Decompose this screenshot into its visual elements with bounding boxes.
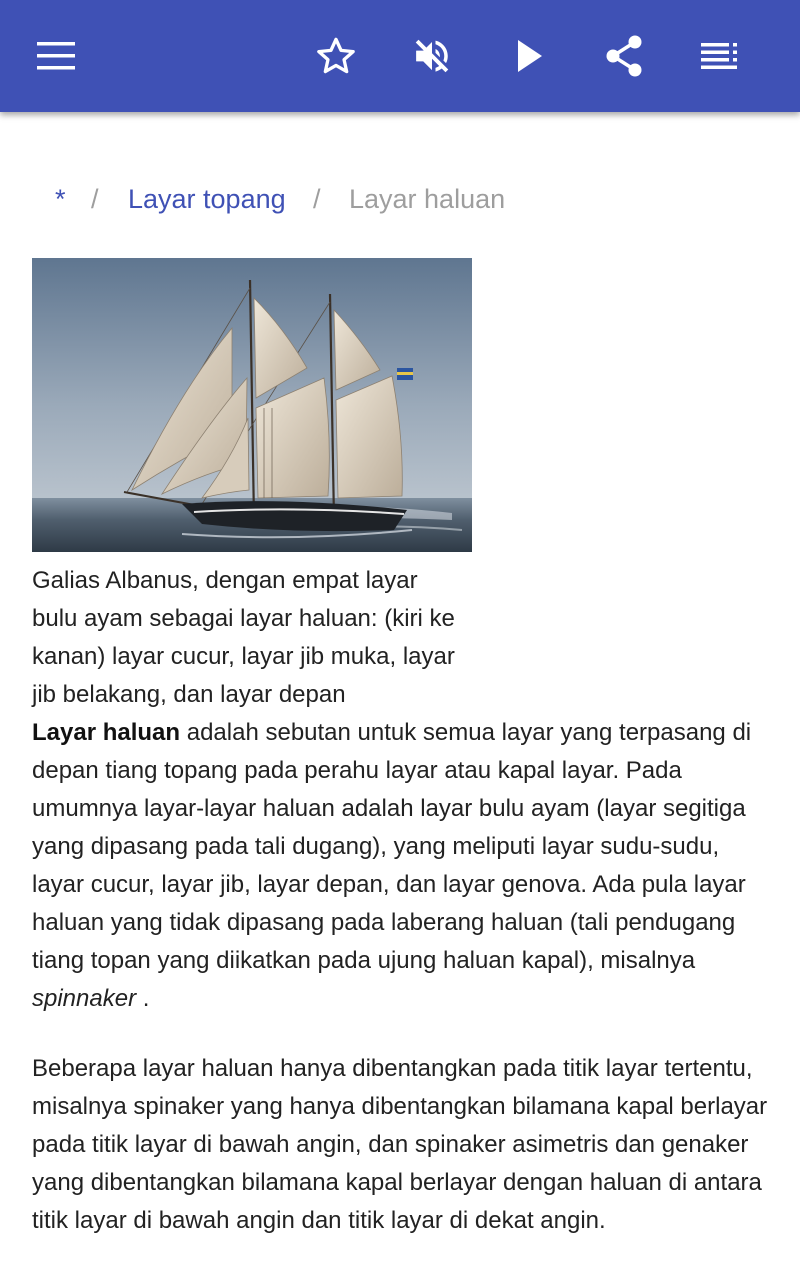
share-button[interactable]	[599, 31, 649, 81]
breadcrumb-parent[interactable]: Layar topang	[128, 184, 286, 214]
mute-button[interactable]	[407, 31, 457, 81]
figure-caption: Galias Albanus, dengan empat layar bulu ayam sebagai layar haluan: (kiri ke kanan) layar cucur, layar jib muka, layar jib belakang, dan layar depan	[32, 567, 455, 708]
contents-button[interactable]	[695, 31, 745, 81]
menu-button[interactable]	[31, 31, 81, 81]
ship-photo[interactable]	[32, 258, 472, 552]
term-italic: spinnaker	[32, 985, 137, 1012]
paragraph-end: .	[136, 985, 150, 1012]
star-outline-icon	[315, 35, 357, 77]
share-icon	[604, 35, 644, 77]
bookmark-button[interactable]	[311, 31, 361, 81]
breadcrumb-home[interactable]: *	[55, 184, 66, 214]
play-icon	[516, 40, 544, 72]
paragraph-text: adalah sebutan untuk semua layar yang terpasang di depan tiang topang pada perahu layar atau kapal layar. Pada umumnya layar-layar haluan adalah layar bulu ayam (layar segitiga yang dipasang pada tali dugang), yang meliputi layar sudu-sudu, layar cucur, layar jib, layar depan, dan layar genova. Ada pula layar haluan yang tidak dipasang pada laberang haluan (tali pendugang tiang topan yang diikatkan pada ujung haluan kapal), misalnya	[32, 719, 752, 974]
breadcrumb-separator: /	[313, 184, 321, 214]
breadcrumb-separator: /	[91, 184, 99, 214]
article-paragraph-2: Beberapa layar haluan hanya dibentangkan pada titik layar tertentu, misalnya spinaker yang hanya dibentangkan bilamana kapal berlayar pada titik layar di bawah angin, dan spinaker asimetris dan genaker yang dibentangkan bilamana kapal berlayar dengan haluan di antara titik layar di bawah angin dan titik layar di dekat angin.	[32, 1055, 768, 1234]
app-toolbar	[0, 0, 800, 112]
breadcrumb-current: Layar haluan	[349, 184, 506, 214]
breadcrumb	[0, 176, 800, 222]
volume-off-icon	[411, 35, 453, 77]
menu-icon	[37, 42, 75, 70]
playlist-icon	[701, 43, 739, 69]
play-button[interactable]	[505, 31, 555, 81]
article-paragraph	[32, 714, 777, 1018]
term-bold: Layar haluan	[32, 719, 181, 746]
